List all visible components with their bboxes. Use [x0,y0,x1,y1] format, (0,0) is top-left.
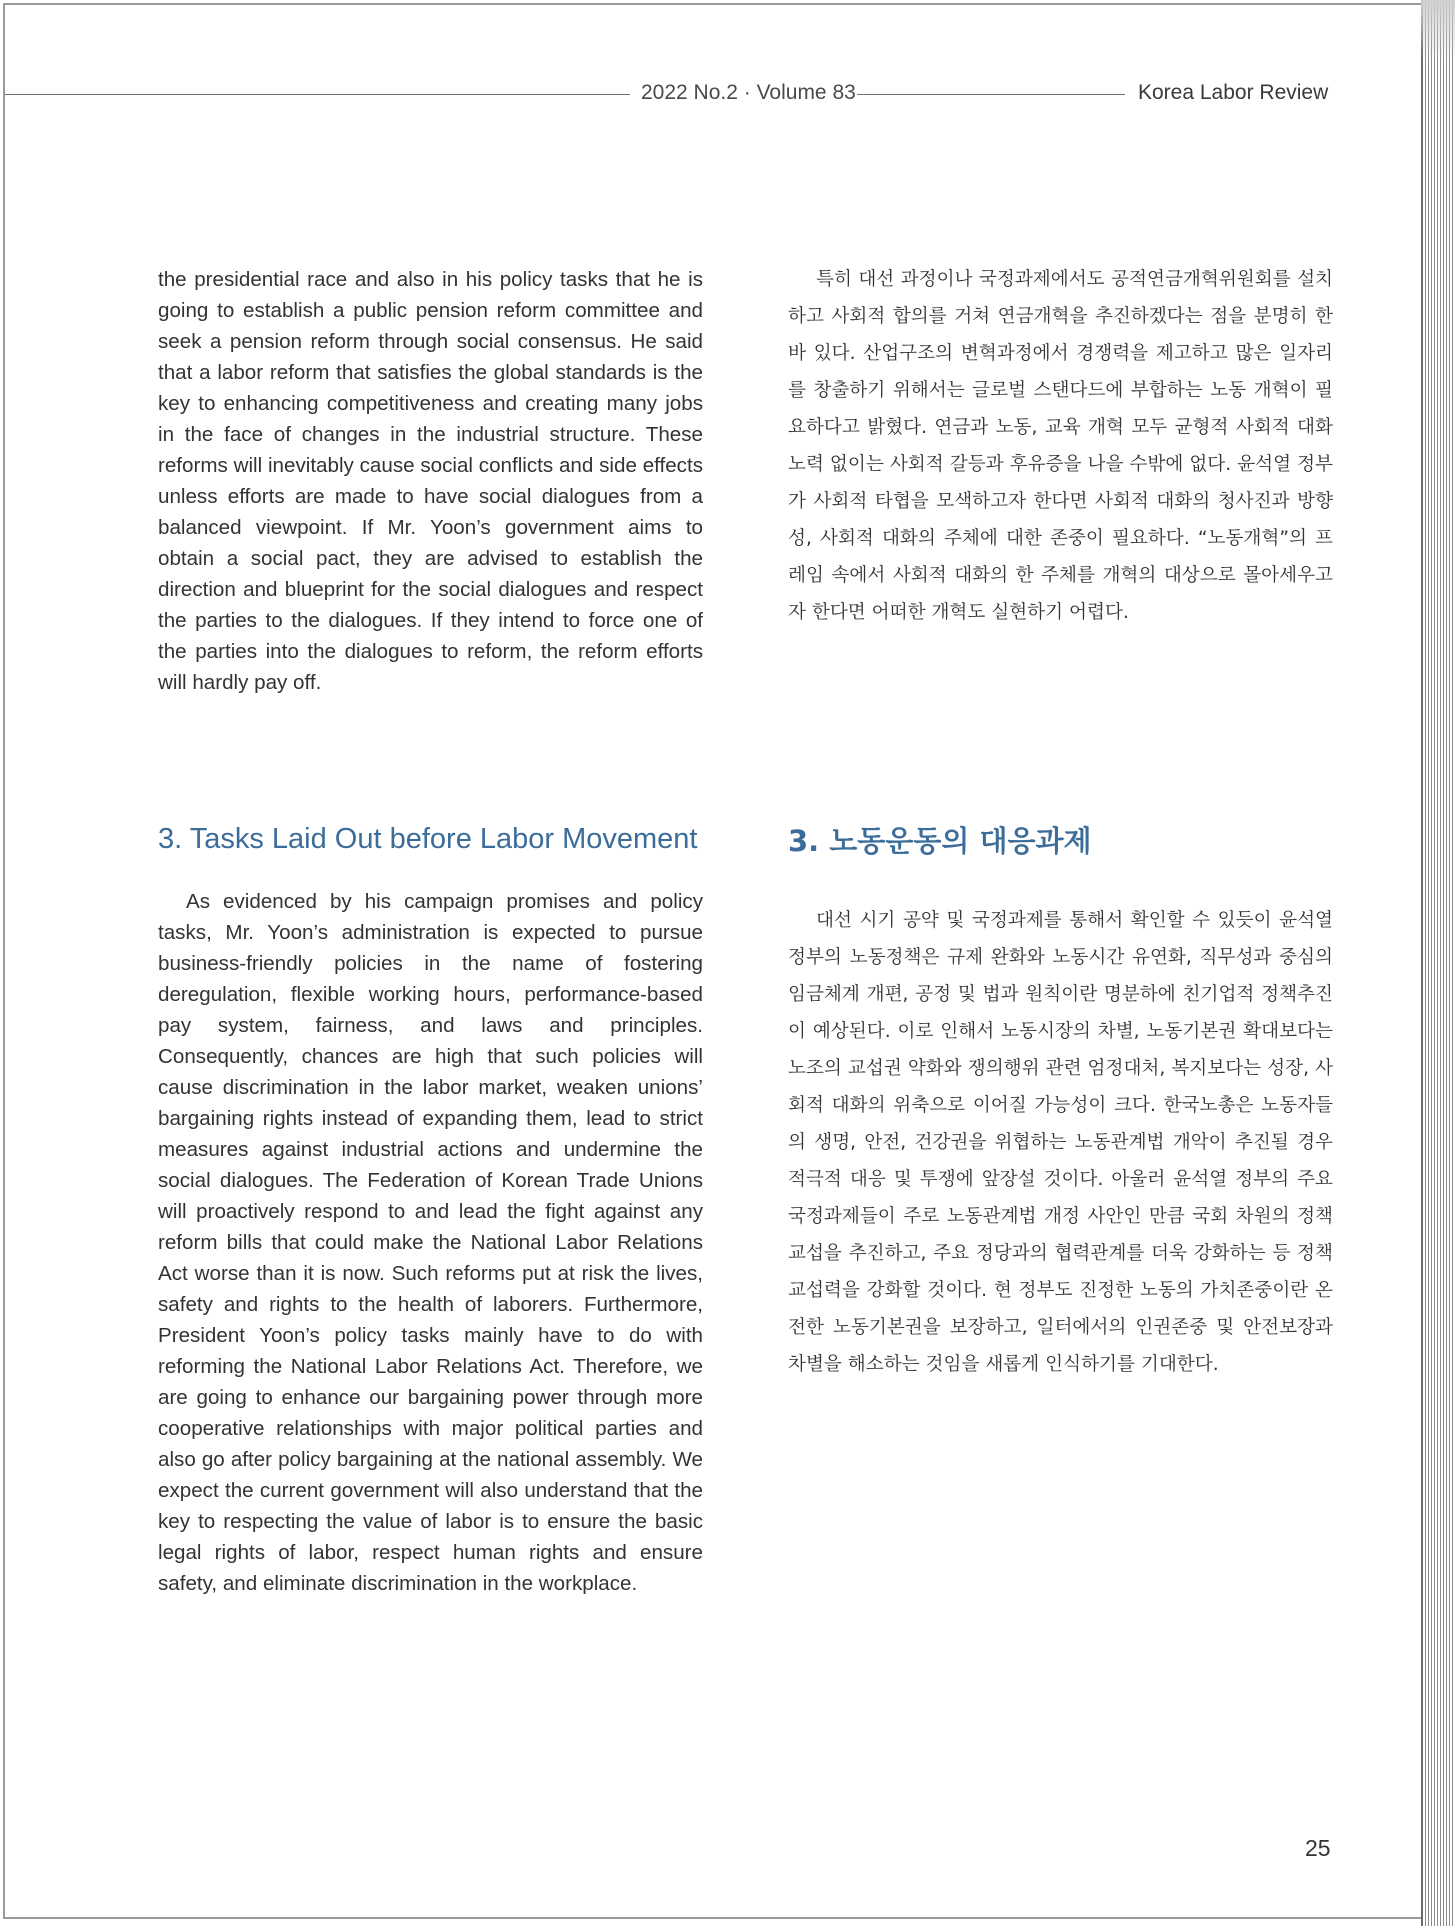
header-rule-middle [857,94,1125,95]
document-page [3,3,1428,1919]
book-page-edges-shadow [1421,0,1455,60]
page-number: 25 [1305,1835,1331,1861]
section-heading-english-wrap [158,823,703,856]
header-rule-left [5,94,630,95]
section-heading-korean-wrap [788,819,1333,860]
section-heading-korean: 3. 노동운동의 대응과제 [788,824,1092,858]
intro-column-english [158,264,703,698]
issue-label: 2022 No.2 · Volume 83 [641,81,856,104]
book-page-edges [1421,0,1455,1926]
intro-paragraph-english: the presidential race and also in his policy tasks that he is going to establish a public pension reform committee and seek a pension reform through social consensus. He said that a labor reform that satisfies the global standards is the key to enhancing competitiveness and creating many jobs in the face of changes in the industrial structure. These reforms will inevitably cause social conflicts and side effects unless efforts are made to have social dialogues from a balanced viewpoint. If Mr. Yoon’s government aims to obtain a social pact, they are advised to establish the direction and blueprint for the social dialogues and respect the parties to the dialogues. If they intend to force one of the parties into the dialogues to reform, the reform efforts will hardly pay off. [158,268,703,694]
intro-paragraph-korean: 특히 대선 과정이나 국정과제에서도 공적연금개혁위원회를 설치하고 사회적 합의를 거쳐 연금개혁을 추진하겠다는 점을 분명히 한 바 있다. 산업구조의 변혁과정에서 경쟁력을 제고하고 많은 일자리를 창출하기 위해서는 글로벌 스탠다드에 부합하는 노동 개혁이 필요하다고 밝혔다. 연금과 노동, 교육 개혁 모두 균형적 사회적 대화 노력 없이는 사회적 갈등과 후유증을 나을 수밖에 없다. 윤석열 정부가 사회적 타협을 모색하고자 한다면 사회적 대화의 청사진과 방향성, 사회적 대화의 주체에 대한 존중이 필요하다. “노동개혁”의 프레임 속에서 사회적 대화의 한 주체를 개혁의 대상으로 몰아세우고자 한다면 어떠한 개혁도 실현하기 어렵다. [788,269,1333,623]
section-paragraph-korean: 대선 시기 공약 및 국정과제를 통해서 확인할 수 있듯이 윤석열 정부의 노동정책은 규제 완화와 노동시간 유연화, 직무성과 중심의 임금체계 개편, 공정 및 법과 원칙이란 명분하에 친기업적 정책추진이 예상된다. 이로 인해서 노동시장의 차별, 노동기본권 확대보다는 노조의 교섭권 약화와 쟁의행위 관련 엄정대처, 복지보다는 성장, 사회적 대화의 위축으로 이어질 가능성이 크다. 한국노총은 노동자들의 생명, 안전, 건강권을 위협하는 노동관계법 개악이 추진될 경우 적극적 대응 및 투쟁에 앞장설 것이다. 아울러 윤석열 정부의 주요 국정과제들이 주로 노동관계법 개정 사안인 만큼 국회 차원의 정책교섭을 추진하고, 주요 정당과의 협력관계를 더욱 강화하는 등 정책 교섭력을 강화할 것이다. 현 정부도 진정한 노동의 가치존중이란 온전한 노동기본권을 보장하고, 일터에서의 인권존중 및 안전보장과 차별을 해소하는 것임을 새롭게 인식하기를 기대한다. [788,910,1333,1375]
running-header [5,79,1335,109]
section-column-english [158,886,703,1599]
section-column-korean [788,902,1333,1383]
section-heading-english: 3. Tasks Laid Out before Labor Movement [158,823,698,855]
section-paragraph-english: As evidenced by his campaign promises and policy tasks, Mr. Yoon’s administration is expected to pursue business-friendly policies in the name of fostering deregulation, flexible working hours, performance-based pay system, fairness, and laws and principles. Consequently, chances are high that such policies will cause discrimination in the labor market, weaken unions’ bargaining rights instead of expanding them, lead to strict measures against industrial actions and undermine the social dialogues. The Federation of Korean Trade Unions will proactively respond to and lead the fight against any reform bills that could make the National Labor Relations Act worse than it is now. Such reforms put at risk the lives, safety and rights to the health of laborers. Furthermore, President Yoon’s policy tasks mainly have to do with reforming the National Labor Relations Act. Therefore, we are going to enhance our bargaining power through more cooperative relationships with major political parties and also go after policy bargaining at the national assembly. We expect the current government will also understand that the key to respecting the value of labor is to ensure the basic legal rights of labor, respect human rights and ensure safety, and eliminate discrimination in the workplace. [158,890,703,1595]
journal-title: Korea Labor Review [1138,81,1329,104]
intro-column-korean [788,261,1333,631]
